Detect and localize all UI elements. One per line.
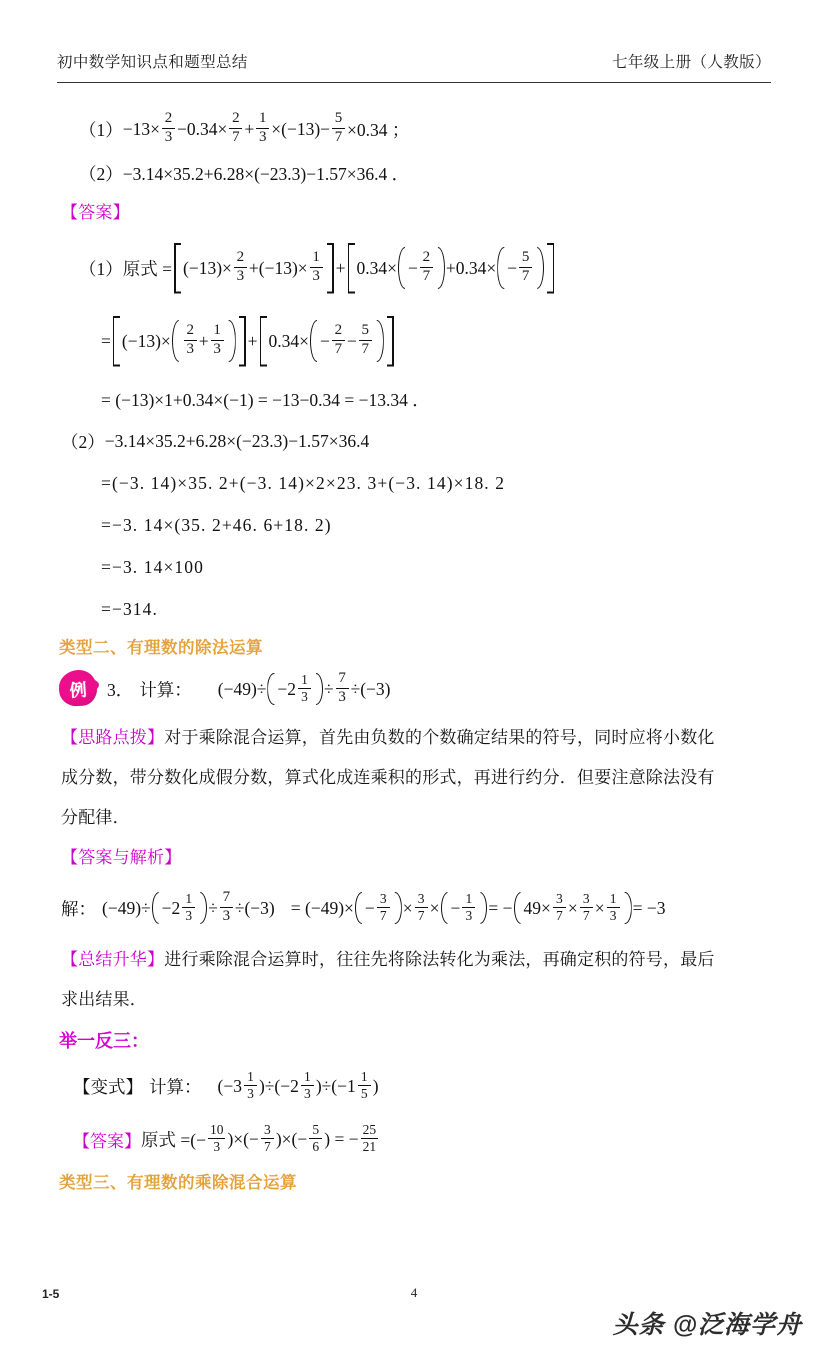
- fraction-denominator: 3: [185, 908, 193, 924]
- right-paren: [623, 891, 632, 925]
- right-bracket: [547, 243, 554, 293]
- badge-label: 例: [68, 679, 88, 701]
- left-bracket: [174, 243, 181, 293]
- fraction-denominator: 21: [362, 1139, 377, 1155]
- answer-label-row: [57, 194, 786, 232]
- right-paren: [314, 672, 323, 706]
- watermark-text: 头条 @泛海学舟: [612, 1311, 802, 1339]
- fraction-denominator: 3: [303, 1086, 311, 1102]
- example-badge-icon: [59, 670, 99, 708]
- problem-2-expression: −3.14×35.2+6.28×(−23.3)−1.57×36.4 ．: [122, 163, 410, 184]
- solution-times-4: ×: [594, 897, 605, 918]
- example-fraction-1: [298, 673, 311, 704]
- variant-verb: 计算：: [149, 1076, 202, 1097]
- left-paren: [355, 891, 364, 925]
- example-verb: 计算：: [139, 679, 192, 700]
- fraction-denominator: 7: [417, 908, 425, 924]
- hint-line-2: [61, 758, 786, 798]
- answer2-prefix: （2）: [61, 431, 105, 452]
- fraction-numerator: 25: [362, 1121, 377, 1137]
- fraction-denominator: 3: [465, 908, 473, 924]
- right-bracket: [239, 316, 246, 366]
- example-mixed-int: −2: [277, 678, 297, 699]
- summary-label: 【总结升华】: [61, 950, 165, 969]
- solution-tail: ÷(−3): [234, 897, 275, 918]
- fraction-denominator: 7: [361, 341, 370, 358]
- fraction-denominator: 3: [213, 1139, 221, 1155]
- left-paren: [267, 672, 276, 706]
- answer1-line1-prefix: （1）原式 =: [79, 258, 172, 279]
- summary-line-2: [61, 980, 786, 1020]
- variant-answer-m3: ) = −: [324, 1128, 359, 1149]
- fraction-denominator: 7: [263, 1139, 271, 1155]
- fraction-numerator: 5: [334, 110, 343, 127]
- hint-line-1: [61, 718, 786, 758]
- summary-text-2: 求出结果．: [61, 990, 147, 1009]
- solution-mixed-int: −2: [161, 897, 181, 918]
- fraction-numerator: 3: [417, 890, 425, 906]
- left-paren: [398, 245, 407, 291]
- fraction-numerator: 1: [301, 671, 308, 687]
- answer1-line2-inner-plus: +: [198, 330, 209, 351]
- answer1-fraction-2: [310, 250, 323, 284]
- example-3-row: [57, 666, 786, 712]
- answer2-line-1: [57, 462, 786, 504]
- answer1-line2-fraction-2: [211, 323, 224, 357]
- fraction-denominator: 3: [338, 689, 346, 706]
- answer1-line-1: [57, 232, 786, 304]
- fraction-numerator: 1: [609, 890, 617, 906]
- hint-block: [57, 718, 786, 838]
- solution-fraction-7: [580, 892, 593, 923]
- variant-answer-m1: )×(−: [227, 1128, 259, 1149]
- answer1-term-c: 0.34×: [356, 257, 398, 278]
- solution-times-2: ×: [429, 897, 440, 918]
- solution-neg-1: −: [364, 897, 375, 918]
- solution-times-3: ×: [567, 897, 578, 918]
- answer1-fraction-4: [519, 250, 532, 284]
- answer1-line2-equals: =: [101, 330, 111, 351]
- page-number: 4: [410, 1285, 418, 1300]
- variant-answer-prefix: 原式 =(−: [141, 1129, 206, 1150]
- right-paren: [478, 891, 487, 925]
- solution-fraction-2: [220, 890, 233, 924]
- left-paren: [152, 891, 161, 925]
- fraction-numerator: 1: [312, 249, 320, 266]
- variant-answer-fraction-2: [261, 1123, 274, 1154]
- fraction-numerator: 2: [236, 249, 245, 266]
- variant-answer-row: [57, 1112, 786, 1166]
- solution-result: = −3: [632, 897, 666, 918]
- answer2-line-0: [57, 420, 786, 462]
- answer1-line2-minus: −: [320, 330, 330, 351]
- fraction-denominator: 3: [312, 268, 320, 285]
- solution-times-1: ×: [402, 897, 413, 918]
- fraction-denominator: 3: [213, 341, 221, 358]
- answer1-term-g: −: [507, 257, 518, 278]
- answer1-term-d: −: [408, 257, 418, 278]
- fraction-denominator: 3: [164, 129, 173, 146]
- fraction-numerator: 3: [379, 890, 387, 906]
- answer1-line2-a: (−13)×: [121, 330, 171, 351]
- header-divider: [57, 82, 771, 83]
- answer2-step-1: =(−3. 14)×35. 2+(−3. 14)×2×23. 3+(−3. 14)×18. 2: [101, 472, 506, 493]
- example-fraction-2: [336, 671, 349, 705]
- solution-expression-row: [57, 878, 786, 938]
- variant-fraction-3: [358, 1070, 371, 1101]
- fraction-numerator: 2: [164, 110, 173, 127]
- variant-problem-row: [57, 1060, 786, 1112]
- variant-fraction-1: [244, 1070, 257, 1101]
- right-paren: [375, 318, 384, 364]
- solution-eq-2: = −: [488, 897, 513, 918]
- right-paren: [436, 245, 445, 291]
- fraction-denominator: 7: [556, 908, 563, 924]
- solution-fraction-3: [377, 892, 390, 923]
- solution-neg-2: −: [450, 897, 461, 918]
- hint-text-2: 成分数，带分数化成假分数，算式化成连乘积的形式，再进行约分．但要注意除法没有: [61, 768, 715, 787]
- variant-heading: 举一反三：: [59, 1031, 149, 1051]
- variant-answer-fraction-4: [361, 1123, 379, 1154]
- variant-label: 【变式】: [73, 1076, 143, 1097]
- example-div: ÷: [324, 678, 334, 699]
- problem-2-prefix: （2）: [79, 163, 123, 184]
- answer2-step-3: =−3. 14×100: [101, 556, 204, 577]
- fraction-numerator: 5: [521, 249, 530, 266]
- left-bracket: [113, 316, 120, 366]
- fraction-denominator: 3: [222, 908, 231, 925]
- fraction-numerator: 1: [465, 890, 473, 906]
- answer1-line2-b: 0.34×: [268, 330, 310, 351]
- hint-line-3: [61, 798, 786, 838]
- problem-1-fraction-3: [256, 111, 269, 145]
- right-paren: [227, 318, 236, 364]
- fraction-denominator: 7: [334, 129, 343, 146]
- header-left-title: 初中数学知识点和题型总结: [57, 54, 248, 71]
- problem-item-1: [57, 106, 786, 152]
- right-bracket: [327, 243, 334, 293]
- left-bracket: [348, 243, 355, 293]
- answer1-term-a: (−13)×: [183, 257, 232, 278]
- solution-fraction-1: [182, 892, 195, 923]
- page-header: [57, 50, 771, 84]
- answer2-expression: −3.14×35.2+6.28×(−23.3)−1.57×36.4: [104, 430, 370, 451]
- fraction-numerator: 2: [422, 249, 431, 266]
- fraction-numerator: 3: [556, 890, 563, 906]
- answer1-line-2: [57, 304, 786, 378]
- summary-block: [57, 940, 786, 1020]
- solution-div: ÷: [208, 897, 218, 918]
- answer1-line2-minus-2: −: [346, 330, 357, 351]
- right-bracket: [387, 316, 394, 366]
- fraction-denominator: 5: [360, 1086, 368, 1102]
- fraction-numerator: 1: [303, 1068, 311, 1084]
- solve-word: 解：: [61, 898, 96, 919]
- problem-1-prefix: （1）: [79, 119, 123, 140]
- answer-label: 【答案】: [61, 203, 130, 222]
- answer2-line-3: [57, 546, 786, 588]
- left-paren: [497, 245, 506, 291]
- variant-a: (−3: [217, 1075, 242, 1096]
- fraction-numerator: 3: [582, 890, 590, 906]
- answer1-term-e: +0.34×: [445, 257, 497, 278]
- fraction-numerator: 10: [209, 1121, 224, 1137]
- problem-1-term-4: ×(−13)−: [271, 118, 331, 139]
- fraction-numerator: 2: [232, 110, 240, 127]
- solution-fraction-8: [607, 892, 620, 923]
- left-paren: [514, 891, 523, 925]
- solution-fraction-6: [553, 892, 566, 923]
- fraction-numerator: 7: [222, 889, 231, 906]
- fraction-denominator: 3: [186, 341, 195, 358]
- problem-1-term-1: −13×: [122, 118, 160, 139]
- solution-label-row: [57, 838, 786, 878]
- fraction-denominator: 3: [247, 1086, 254, 1102]
- variant-heading-row: [57, 1020, 786, 1060]
- fraction-numerator: 1: [185, 890, 193, 906]
- hint-text-1: 对于乘除混合运算，首先由负数的个数确定结果的符号，同时应将小数化: [164, 728, 715, 747]
- answer1-plus: +: [335, 257, 346, 278]
- solution-49: 49×: [523, 897, 551, 918]
- page-content: [57, 96, 786, 1233]
- fraction-denominator: 6: [312, 1139, 320, 1155]
- fraction-numerator: 2: [186, 322, 195, 339]
- fraction-denominator: 3: [259, 129, 267, 146]
- variant-d: ): [372, 1075, 379, 1096]
- section-heading-type-2: [57, 630, 786, 662]
- problem-1-term-2: −0.34×: [177, 118, 228, 139]
- solution-label: 【答案与解析】: [61, 848, 182, 867]
- left-bracket: [260, 316, 267, 366]
- variant-c: )÷(−1: [315, 1075, 356, 1096]
- problem-1-term-5: ×0.34 ；: [347, 119, 410, 140]
- summary-line-1: [61, 940, 786, 980]
- variant-answer-fraction-1: [208, 1123, 226, 1154]
- left-paren: [441, 891, 450, 925]
- answer1-fraction-3: [420, 250, 433, 284]
- answer2-step-2: =−3. 14×(35. 2+46. 6+18. 2): [101, 514, 332, 535]
- fraction-numerator: 7: [338, 670, 346, 687]
- fraction-numerator: 1: [247, 1068, 254, 1084]
- fraction-denominator: 3: [301, 689, 308, 705]
- fraction-numerator: 1: [213, 322, 221, 339]
- fraction-numerator: 5: [361, 322, 370, 339]
- fraction-denominator: 3: [609, 908, 617, 924]
- variant-fraction-2: [301, 1070, 314, 1101]
- problem-item-2: [57, 152, 786, 194]
- variant-answer-m2: )×(−: [275, 1128, 308, 1149]
- solution-fraction-5: [462, 892, 475, 923]
- fraction-denominator: 7: [582, 908, 590, 924]
- fraction-denominator: 3: [236, 268, 245, 285]
- right-paren: [393, 891, 402, 925]
- variant-answer-label: 【答案】: [73, 1131, 141, 1151]
- answer1-line-3: [57, 378, 786, 420]
- answer2-line-2: [57, 504, 786, 546]
- example-expr-a: (−49)÷: [217, 678, 267, 699]
- footer-left-code: 1-5: [42, 1287, 60, 1301]
- answer1-line2-plus: +: [247, 330, 258, 351]
- fraction-numerator: 3: [263, 1121, 271, 1137]
- right-paren: [535, 245, 544, 291]
- answer2-step-4: =−314.: [101, 598, 158, 619]
- answer1-line2-fraction-3: [332, 323, 345, 357]
- header-right-title: 七年级上册（人教版）: [611, 54, 771, 71]
- summary-text-1: 进行乘除混合运算时，往往先将除法转化为乘法，再确定积的符号，最后: [164, 950, 715, 969]
- hint-label: 【思路点拨】: [61, 728, 165, 747]
- problem-1-fraction-4: [332, 111, 345, 145]
- answer1-line3-expression: = (−13)×1+0.34×(−1) = −13−0.34 = −13.34 ．: [101, 389, 430, 410]
- fraction-denominator: 7: [334, 341, 343, 358]
- fraction-denominator: 7: [379, 908, 387, 924]
- answer2-line-4: [57, 588, 786, 630]
- problem-1-term-3: +: [244, 118, 255, 139]
- fraction-numerator: 5: [312, 1121, 320, 1137]
- answer1-fraction-1: [234, 250, 247, 284]
- fraction-numerator: 1: [360, 1068, 368, 1084]
- example-tail: ÷(−3): [350, 678, 391, 699]
- right-paren: [198, 891, 207, 925]
- example-number: 3．: [107, 679, 134, 700]
- answer1-term-b: +(−13)×: [248, 257, 308, 278]
- variant-b: )÷(−2: [258, 1075, 299, 1096]
- answer1-line2-fraction-1: [184, 323, 197, 357]
- problem-1-fraction-1: [162, 111, 175, 145]
- fraction-denominator: 7: [232, 129, 240, 146]
- variant-answer-fraction-3: [309, 1123, 322, 1154]
- answer1-line2-fraction-4: [359, 323, 372, 357]
- fraction-denominator: 7: [422, 268, 431, 285]
- section-2-title: 类型二、有理数的除法运算: [59, 639, 263, 657]
- solution-term-a: (−49)÷: [102, 897, 151, 918]
- fraction-numerator: 1: [259, 110, 267, 127]
- solution-eq-1: = (−49)×: [290, 897, 354, 918]
- left-paren: [310, 318, 319, 364]
- fraction-numerator: 2: [334, 322, 343, 339]
- solution-fraction-4: [415, 892, 428, 923]
- problem-1-fraction-2: [229, 111, 242, 145]
- section-3-title: 类型三、有理数的乘除混合运算: [59, 1174, 297, 1192]
- left-paren: [172, 318, 181, 364]
- fraction-denominator: 7: [521, 268, 530, 285]
- hint-text-3: 分配律．: [61, 808, 130, 827]
- section-heading-type-3: [57, 1166, 786, 1196]
